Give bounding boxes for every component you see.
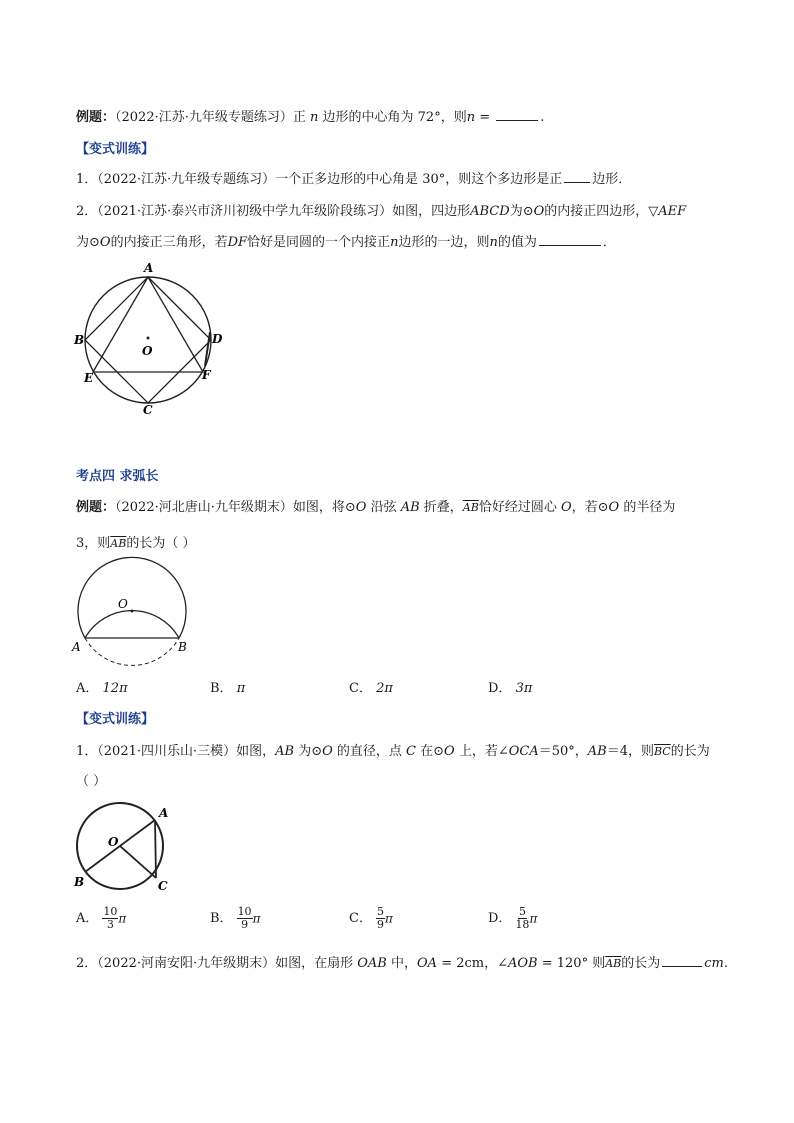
arc-bc: $\overline{BC}$ bbox=[654, 745, 671, 758]
example-prefix: 例题： bbox=[76, 500, 116, 515]
figure-diameter bbox=[70, 798, 180, 898]
answer-blank[interactable] bbox=[564, 170, 590, 183]
option-c[interactable]: C． 2π bbox=[349, 681, 393, 696]
center-dot bbox=[147, 337, 150, 340]
training-heading-2: 【变式训练】 bbox=[76, 712, 155, 727]
arc-ab: $\overline{AB}$ bbox=[605, 957, 622, 970]
segment-oc bbox=[120, 846, 156, 878]
answer-blank[interactable] bbox=[662, 954, 702, 967]
label-a: A bbox=[159, 806, 169, 820]
figure-folded-arc bbox=[70, 555, 200, 670]
arc-ab: $\overline{AB}$ bbox=[462, 501, 479, 514]
label-f: F bbox=[202, 368, 211, 382]
example-1: 例题：（2022·江苏·九年级专题练习）正 n 边形的中心角为 72°，则n = . bbox=[76, 110, 545, 125]
dashed-arc bbox=[85, 638, 179, 665]
label-b: B bbox=[74, 875, 85, 889]
question-1: 1．（2022·江苏·九年级专题练习）一个正多边形的中心角是 30°，则这个多边形是正 边形． bbox=[76, 172, 632, 187]
question-4: 2．（2022·河南安阳·九年级期末）如图，在扇形 OAB 中，OA = 2cm，∠AOB = 120° 则$\overline{AB}$的长为 cm. bbox=[76, 956, 729, 971]
figure-square-triangle bbox=[74, 260, 234, 420]
label-a: A bbox=[72, 640, 81, 654]
label-b: B bbox=[74, 333, 85, 347]
circle-o bbox=[85, 277, 211, 403]
option-b[interactable]: B． $\frac{10}{9}$ π bbox=[210, 905, 261, 931]
label-d: D bbox=[212, 332, 223, 346]
question-3-line-2: （ ） bbox=[76, 774, 107, 789]
label-b: B bbox=[178, 640, 187, 654]
question-3-line-1: 1．（2021·四川乐山·三模）如图，AB 为⊙O 的直径，点 C 在⊙O 上，若∠OCA＝50°，AB＝4，则$\overline{BC}$的长为 bbox=[76, 744, 710, 759]
label-o: O bbox=[142, 344, 153, 358]
training-heading: 【变式训练】 bbox=[76, 142, 155, 157]
option-a[interactable]: A． 12π bbox=[76, 681, 128, 696]
label-o: O bbox=[108, 835, 119, 849]
label-c: C bbox=[143, 403, 153, 417]
example-2-line-1: 例题：（2022·河北唐山·九年级期末）如图，将⊙O 沿弦 AB 折叠，$\overline{AB}$恰好经过圆心 O，若⊙O 的半径为 bbox=[76, 500, 676, 515]
option-c[interactable]: C． $\frac{5}{9}$ π bbox=[349, 905, 393, 931]
option-d[interactable]: D． 3π bbox=[488, 681, 533, 696]
section-heading: 考点四 求弧长 bbox=[76, 469, 159, 484]
question-2-line-1: 2．（2021·江苏·泰兴市济川初级中学九年级阶段练习）如图，四边形ABCD为⊙O的内接正四边形，▽AEF bbox=[76, 204, 687, 219]
answer-blank[interactable] bbox=[496, 108, 538, 121]
example-2-line-2: 3，则$\overline{AB}$的长为（ ） bbox=[76, 536, 196, 551]
label-a: A bbox=[144, 261, 154, 275]
segment-ac bbox=[155, 820, 156, 878]
option-a[interactable]: A． $\frac{10}{3}$ π bbox=[76, 905, 127, 931]
option-d[interactable]: D． $\frac{5}{18}$ π bbox=[488, 905, 538, 931]
arc-ab: $\overline{AB}$ bbox=[110, 537, 127, 550]
label-o: O bbox=[118, 597, 128, 611]
option-b[interactable]: B． π bbox=[210, 681, 246, 696]
label-e: E bbox=[84, 371, 94, 385]
center-dot bbox=[131, 610, 134, 613]
example-prefix: 例题： bbox=[76, 110, 116, 125]
folded-arc bbox=[85, 611, 179, 638]
question-2-line-2: 为⊙O的内接正三角形，若DF恰好是同圆的一个内接正n边形的一边，则n的值为 ． bbox=[76, 235, 616, 250]
answer-blank[interactable] bbox=[539, 233, 601, 246]
label-c: C bbox=[158, 879, 168, 893]
